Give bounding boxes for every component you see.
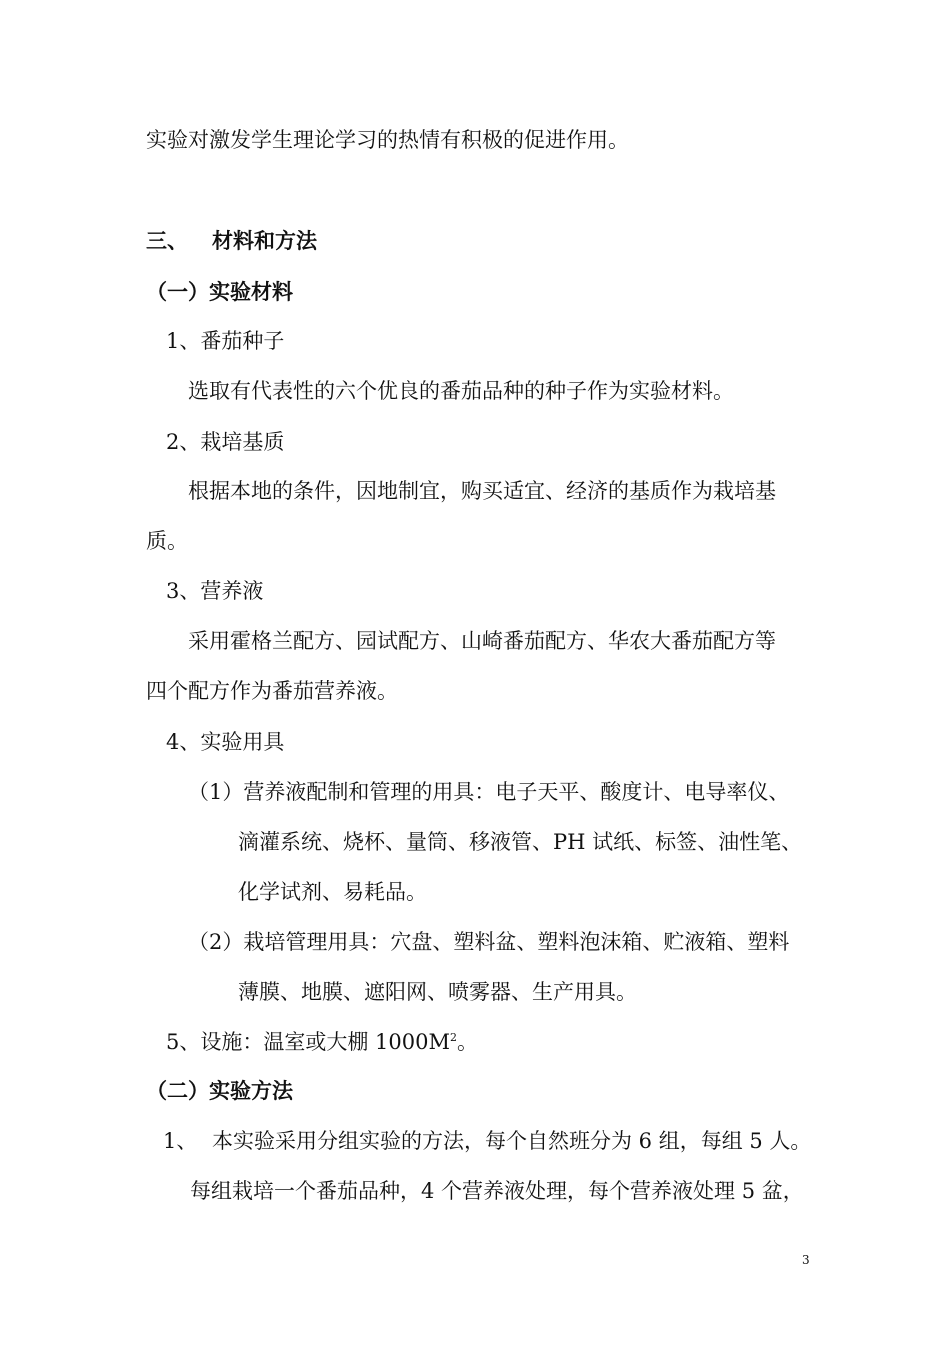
item4-sub1-line3: 化学试剂、易耗品。 [238,880,427,904]
item3-body-line1: 采用霍格兰配方、园试配方、山崎番茄配方、华农大番茄配方等 [188,629,776,653]
item2-title: 2、栽培基质 [166,430,285,454]
item1-title: 1、番茄种子 [166,329,285,353]
part2-heading: （二）实验方法 [146,1079,293,1103]
method-item1-number: 1、 [163,1129,198,1153]
item5-text: 5、设施：温室或大棚 1000M [166,1030,450,1054]
section-number: 三、 [146,229,188,253]
item5-superscript: 2 [449,1031,457,1044]
item4-title: 4、实验用具 [166,730,285,754]
method-item1-line2: 每组栽培一个番茄品种，4 个营养液处理，每个营养液处理 5 盆， [190,1179,804,1203]
section-title: 材料和方法 [212,229,317,253]
page-number: 3 [802,1253,810,1267]
item5-line [166,1028,478,1056]
item3-title: 3、营养液 [166,579,264,603]
item1-body: 选取有代表性的六个优良的番茄品种的种子作为实验材料。 [188,379,734,403]
item3-body-line2: 四个配方作为番茄营养液。 [146,679,398,703]
item4-sub2-line1: （2）栽培管理用具：穴盘、塑料盆、塑料泡沫箱、贮液箱、塑料 [188,930,790,954]
item4-sub1-line1: （1）营养液配制和管理的用具：电子天平、酸度计、电导率仪、 [188,780,790,804]
item4-sub1-line2: 滴灌系统、烧杯、量筒、移液管、PH 试纸、标签、油性笔、 [238,830,803,854]
method-item1-line1: 本实验采用分组实验的方法，每个自然班分为 6 组，每组 5 人。 [212,1129,812,1153]
item5-end: 。 [456,1030,478,1054]
part1-heading: （一）实验材料 [146,280,293,304]
item2-body-line1: 根据本地的条件，因地制宜，购买适宜、经济的基质作为栽培基 [188,479,776,503]
intro-tail: 实验对激发学生理论学习的热情有积极的促进作用。 [146,128,629,152]
item2-body-line2: 质。 [146,529,188,553]
item4-sub2-line2: 薄膜、地膜、遮阳网、喷雾器、生产用具。 [238,980,637,1004]
